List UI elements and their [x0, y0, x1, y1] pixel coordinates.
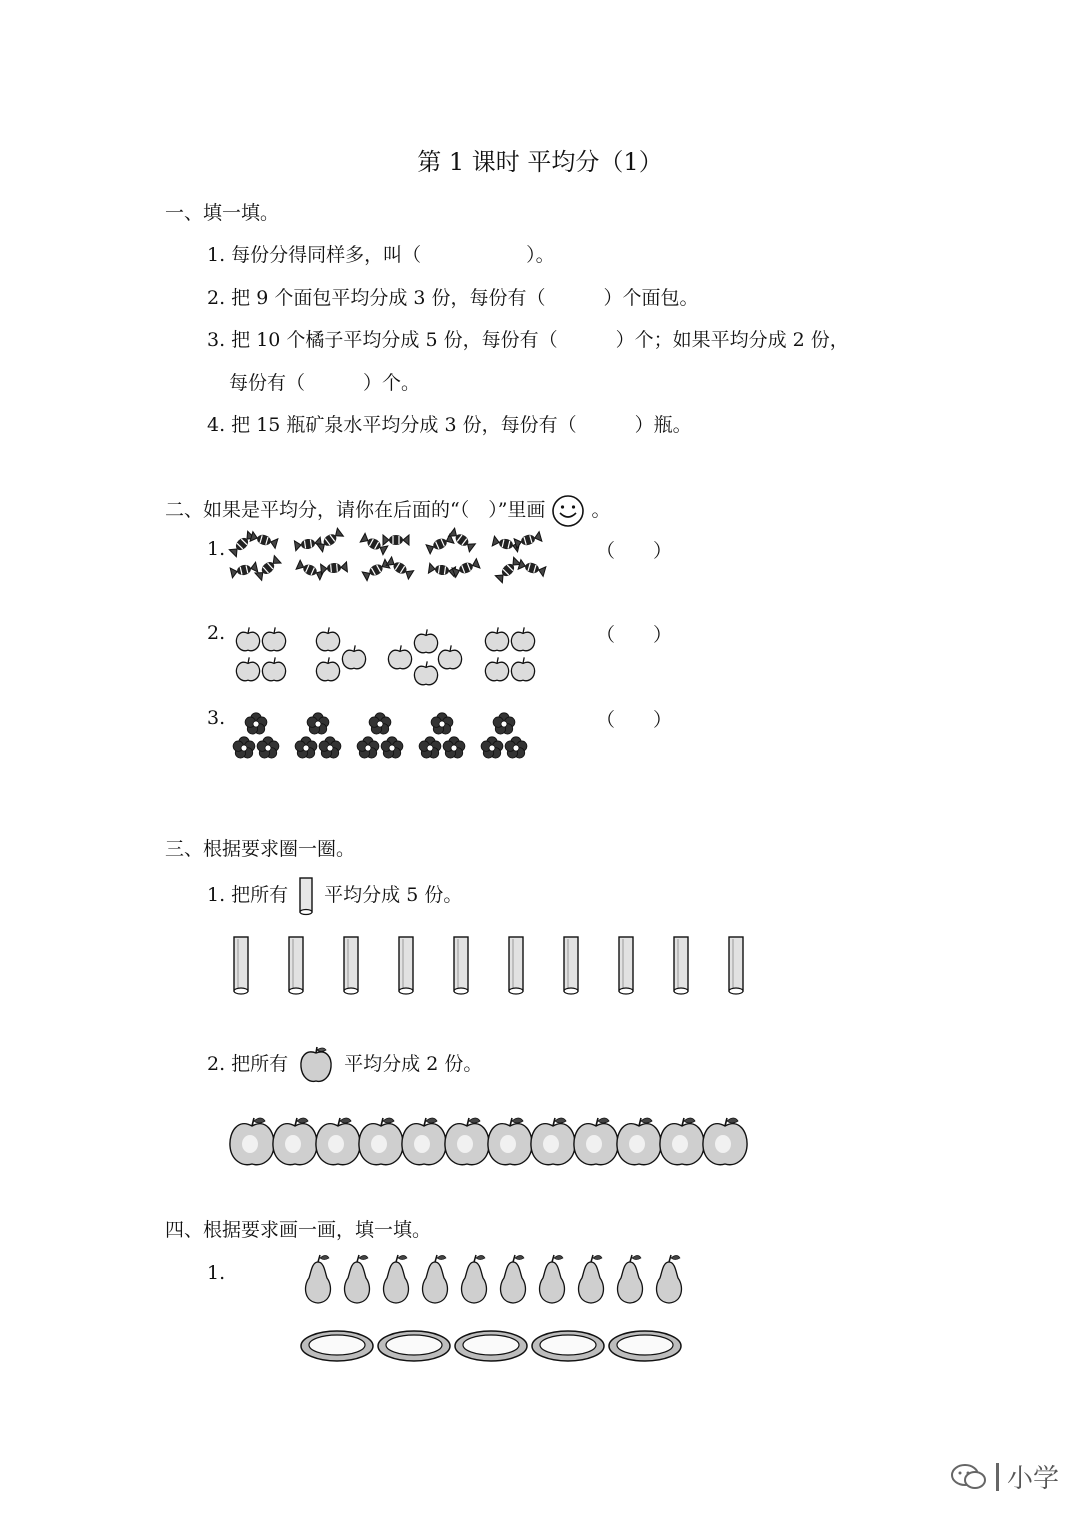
- flower-icon: [245, 713, 267, 734]
- q1-2-tail: ）个面包。: [603, 287, 699, 309]
- stick-icon: [729, 937, 743, 994]
- section-3-heading: 三、根据要求圈一圈。: [165, 838, 356, 860]
- q1-3-text: 3. 把 10 个橘子平均分成 5 份，每份有（: [207, 329, 558, 351]
- pear-icon: [345, 1255, 370, 1303]
- pear-icon: [618, 1255, 643, 1303]
- candy-icon: [386, 557, 413, 579]
- apple-icon: [703, 1118, 747, 1165]
- apples-row-picture: [230, 1112, 750, 1168]
- smiley-face-icon: [551, 494, 585, 528]
- flower-icon: [381, 737, 403, 758]
- candy-icon: [452, 559, 480, 578]
- pear-icon: [540, 1255, 565, 1303]
- answer-paren-2-1[interactable]: （ ）: [596, 540, 673, 562]
- plate-icon: [301, 1331, 373, 1361]
- apple-icon: [531, 1118, 575, 1165]
- apple-icon: [414, 661, 437, 684]
- apple-icon: [316, 657, 339, 680]
- q3-1-tail: 平均分成 5 份。: [324, 884, 463, 906]
- apple-icon: [511, 657, 534, 680]
- item-2-3-number: 3.: [207, 707, 226, 729]
- pear-icon: [501, 1255, 526, 1303]
- q1-3b-text: 每份有（: [229, 372, 306, 394]
- apple-icon: [262, 627, 285, 650]
- q1-3-tail: ）个；如果平均分成 2 份，: [615, 329, 849, 351]
- apple-icon: [236, 627, 259, 650]
- candy-icon: [518, 560, 546, 577]
- candy-icon: [250, 532, 278, 549]
- apple-groups-picture: [230, 622, 570, 694]
- page-title: 第 1 课时 平均分（1）: [417, 148, 663, 176]
- plate-icon: [609, 1331, 681, 1361]
- apple-icon: [485, 657, 508, 680]
- apple-icon: [660, 1118, 704, 1165]
- stick-icon: [564, 937, 578, 994]
- apple-icon: [298, 1045, 334, 1085]
- apple-icon: [359, 1118, 403, 1165]
- flower-icon: [295, 737, 317, 758]
- candy-groups-picture: [230, 530, 570, 600]
- plate-icon: [532, 1331, 604, 1361]
- apple-icon: [262, 657, 285, 680]
- pear-icon: [579, 1255, 604, 1303]
- apple-icon: [485, 627, 508, 650]
- candy-icon: [383, 535, 409, 545]
- flower-groups-picture: [230, 710, 570, 772]
- stick-icon: [234, 937, 248, 994]
- question-3-1: [207, 876, 462, 916]
- apple-icon: [230, 1118, 274, 1165]
- pear-icon: [306, 1255, 331, 1303]
- stick-icon: [298, 876, 314, 916]
- item-4-1-number: 1.: [207, 1262, 226, 1284]
- pear-icon: [657, 1255, 682, 1303]
- item-2-1-number: 1.: [207, 538, 226, 560]
- apple-icon: [445, 1118, 489, 1165]
- stick-icon: [289, 937, 303, 994]
- candy-icon: [495, 557, 520, 582]
- flower-icon: [443, 737, 465, 758]
- flower-icon: [369, 713, 391, 734]
- apple-icon: [488, 1118, 532, 1165]
- stick-icon: [509, 937, 523, 994]
- item-2-2-number: 2.: [207, 622, 226, 644]
- stick-icon: [344, 937, 358, 994]
- pear-icon: [423, 1255, 448, 1303]
- stick-icon: [619, 937, 633, 994]
- flower-icon: [307, 713, 329, 734]
- sticks-row-picture: [230, 935, 750, 997]
- q3-1-text: 1. 把所有: [207, 884, 289, 906]
- question-1-4: [207, 410, 692, 437]
- answer-paren-2-2[interactable]: （ ）: [596, 624, 673, 646]
- pear-icon: [462, 1255, 487, 1303]
- section-2-heading: [165, 494, 610, 528]
- flower-icon: [257, 737, 279, 758]
- stick-icon: [454, 937, 468, 994]
- candy-icon: [296, 560, 324, 580]
- candy-icon: [321, 562, 348, 574]
- flower-icon: [357, 737, 379, 758]
- plates-row-picture: [300, 1326, 690, 1366]
- question-1-3-cont: [229, 368, 420, 395]
- question-1-1: [207, 240, 555, 267]
- apple-icon: [316, 1118, 360, 1165]
- wechat-icon: [950, 1462, 988, 1492]
- section-2-text: 二、如果是平均分，请你在后面的“（ ）”里画: [165, 499, 546, 521]
- question-1-3: [207, 325, 849, 352]
- flower-icon: [481, 737, 503, 758]
- flower-icon: [431, 713, 453, 734]
- plate-icon: [378, 1331, 450, 1361]
- apple-icon: [438, 645, 461, 668]
- candy-icon: [426, 534, 454, 554]
- stick-icon: [399, 937, 413, 994]
- watermark: [950, 1458, 1059, 1495]
- flower-icon: [319, 737, 341, 758]
- apple-icon: [402, 1118, 446, 1165]
- candy-icon: [229, 531, 254, 556]
- apple-icon: [574, 1118, 618, 1165]
- q1-4-tail: ）瓶。: [634, 414, 692, 436]
- candy-icon: [514, 532, 542, 549]
- section-1-heading: 一、填一填。: [165, 202, 280, 224]
- watermark-bar: [996, 1463, 999, 1491]
- stick-icon: [674, 937, 688, 994]
- flower-icon: [493, 713, 515, 734]
- section-4-heading: 四、根据要求画一画，填一填。: [165, 1219, 432, 1241]
- candy-icon: [428, 563, 455, 577]
- apple-icon: [617, 1118, 661, 1165]
- apple-icon: [316, 627, 339, 650]
- flower-icon: [505, 737, 527, 758]
- apple-icon: [273, 1118, 317, 1165]
- question-1-2: [207, 283, 699, 310]
- candy-icon: [362, 559, 390, 580]
- apple-icon: [388, 645, 411, 668]
- apple-icon: [236, 657, 259, 680]
- q1-1-text: 1. 每份分得同样多，叫（: [207, 244, 422, 266]
- pears-row-picture: [300, 1252, 680, 1308]
- q3-2-text: 2. 把所有: [207, 1053, 289, 1075]
- apple-icon: [511, 627, 534, 650]
- q3-2-tail: 平均分成 2 份。: [344, 1053, 483, 1075]
- watermark-text: 小学: [1007, 1464, 1060, 1494]
- pear-icon: [384, 1255, 409, 1303]
- candy-icon: [230, 562, 258, 578]
- plate-icon: [455, 1331, 527, 1361]
- q1-1-tail: ）。: [526, 244, 555, 266]
- candy-icon: [255, 556, 281, 581]
- q1-4-text: 4. 把 15 瓶矿泉水平均分成 3 份，每份有（: [207, 414, 577, 436]
- apple-icon: [342, 645, 365, 668]
- apple-icon: [414, 629, 437, 652]
- q1-3b-tail: ）个。: [363, 372, 421, 394]
- flower-icon: [233, 737, 255, 758]
- q1-2-text: 2. 把 9 个面包平均分成 3 份，每份有（: [207, 287, 546, 309]
- flower-icon: [419, 737, 441, 758]
- answer-paren-2-3[interactable]: （ ）: [596, 709, 673, 731]
- question-3-2: [207, 1045, 482, 1085]
- section-2-tail: 。: [591, 499, 611, 521]
